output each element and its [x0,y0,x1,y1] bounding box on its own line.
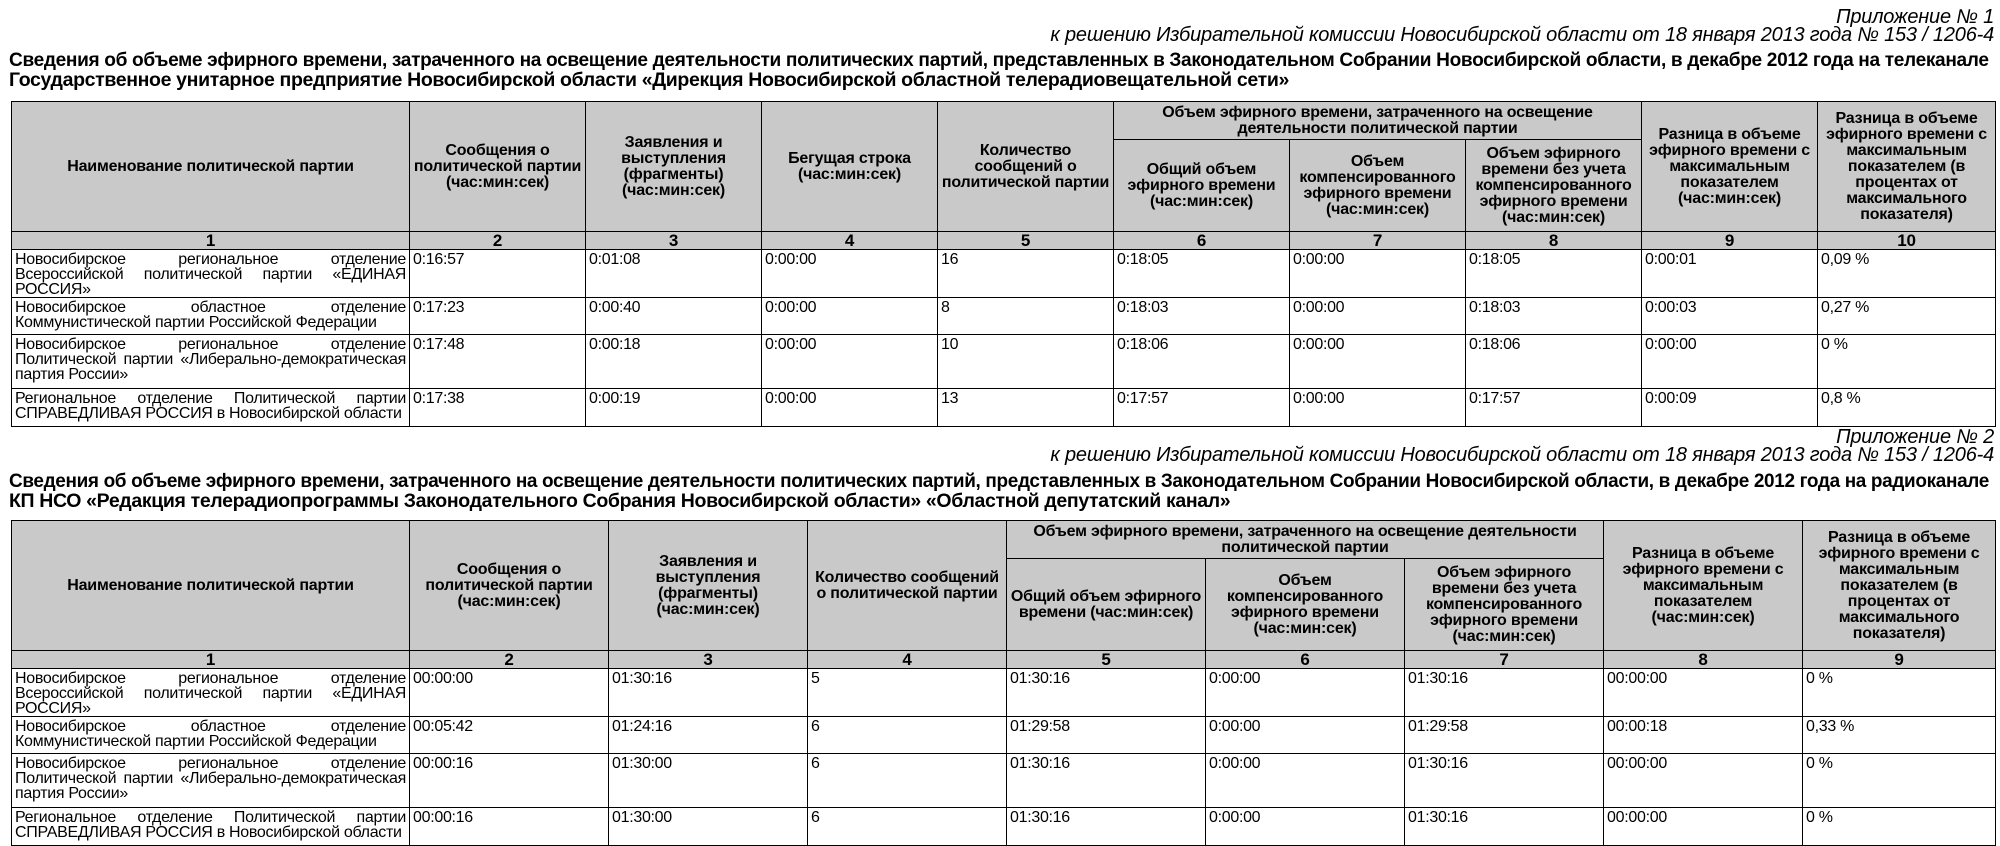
without-compensated-time: 01:30:16 [1405,754,1604,808]
table-row [12,754,1996,808]
header-compensated: Объем компенсированного эфирного времени (час:мин:сек) [1290,140,1466,232]
without-compensated-time: 01:30:16 [1405,669,1604,717]
appendix-decision-reference: к решению Избирательной комиссии Новосибирской области от 18 января 2013 года № 153 / 1206-4 [1050,24,1994,46]
total-time: 01:30:16 [1007,669,1206,717]
header-party: Наименование политической партии [12,102,410,232]
header-diff-percent: Разница в объеме эфирного времени с максимальным показателем (в процентах от максимального показателя) [1818,102,1996,232]
statements-time: 0:00:40 [586,298,762,335]
header-without-compensated: Объем эфирного времени без учета компенсированного эфирного времени (час:мин:сек) [1405,559,1604,651]
document-title-2 [9,471,1994,511]
column-number: 5 [1007,651,1206,669]
column-number: 4 [808,651,1007,669]
diff-percent: 0 % [1803,754,1996,808]
diff-percent: 0 % [1803,808,1996,846]
column-number: 2 [410,232,586,250]
messages-count: 10 [938,335,1114,389]
appendix-decision-reference: к решению Избирательной комиссии Новосибирской области от 18 января 2013 года № 153 / 1206-4 [1050,444,1994,466]
column-number: 7 [1405,651,1604,669]
total-time: 01:30:16 [1007,754,1206,808]
diff-time: 00:00:18 [1604,717,1803,754]
compensated-time: 0:00:00 [1290,335,1466,389]
diff-time: 0:00:00 [1642,335,1818,389]
messages-count: 13 [938,389,1114,427]
statements-time: 01:30:00 [609,808,808,846]
column-number: 10 [1818,232,1996,250]
messages-count: 6 [808,808,1007,846]
messages-time: 0:17:38 [410,389,586,427]
messages-count: 5 [808,669,1007,717]
column-number: 3 [609,651,808,669]
ticker-time: 0:00:00 [762,389,938,427]
statements-time: 01:24:16 [609,717,808,754]
without-compensated-time: 0:18:03 [1466,298,1642,335]
column-number: 5 [938,232,1114,250]
airtime-table-radio [11,520,1996,846]
diff-percent: 0,09 % [1818,250,1996,298]
total-time: 0:17:57 [1114,389,1290,427]
appendix-header-2 [1050,428,1994,464]
header-messages: Сообщения о политической партии (час:мин:сек) [410,521,609,651]
diff-percent: 0 % [1803,669,1996,717]
header-diff: Разница в объеме эфирного времени с максимальным показателем (час:мин:сек) [1604,521,1803,651]
column-number: 8 [1604,651,1803,669]
diff-time: 00:00:00 [1604,669,1803,717]
messages-time: 00:00:16 [410,808,609,846]
compensated-time: 0:00:00 [1206,754,1405,808]
statements-time: 0:01:08 [586,250,762,298]
total-time: 0:18:05 [1114,250,1290,298]
without-compensated-time: 0:18:06 [1466,335,1642,389]
messages-time: 0:16:57 [410,250,586,298]
without-compensated-time: 01:30:16 [1405,808,1604,846]
column-number: 4 [762,232,938,250]
diff-percent: 0,27 % [1818,298,1996,335]
party-name: Новосибирское областное отделение Коммунистической партии Российской Федерации [12,717,410,754]
statements-time: 01:30:16 [609,669,808,717]
header-compensated: Объем компенсированного эфирного времени (час:мин:сек) [1206,559,1405,651]
airtime-table-tv [11,101,1996,427]
total-time: 01:29:58 [1007,717,1206,754]
party-name: Новосибирское региональное отделение Политической партии «Либерально-демократическая партия России» [12,335,410,389]
party-name: Новосибирское региональное отделение Всероссийской политической партии «ЕДИНАЯ РОССИЯ» [12,250,410,298]
column-number: 7 [1290,232,1466,250]
header-without-compensated: Объем эфирного времени без учета компенсированного эфирного времени (час:мин:сек) [1466,140,1642,232]
table-row [12,389,1996,427]
ticker-time: 0:00:00 [762,335,938,389]
table-row [12,335,1996,389]
without-compensated-time: 01:29:58 [1405,717,1604,754]
messages-time: 00:00:00 [410,669,609,717]
column-number: 6 [1206,651,1405,669]
header-airtime-group: Объем эфирного времени, затраченного на освещение деятельности политической партии [1007,521,1604,559]
party-name: Новосибирское региональное отделение Политической партии «Либерально-демократическая партия России» [12,754,410,808]
messages-count: 8 [938,298,1114,335]
column-number: 9 [1642,232,1818,250]
header-total: Общий объем эфирного времени (час:мин:сек) [1007,559,1206,651]
column-number: 2 [410,651,609,669]
party-name: Новосибирское региональное отделение Всероссийской политической партии «ЕДИНАЯ РОССИЯ» [12,669,410,717]
title-line: Сведения об объеме эфирного времени, затраченного на освещение деятельности политических партий, представленных в Законодательном Собрании Новосибирской области, в декабре 2012 года на телеканале [9,49,1989,71]
table-row [12,250,1996,298]
party-name: Региональное отделение Политической партии СПРАВЕДЛИВАЯ РОССИЯ в Новосибирской области [12,808,410,846]
column-number: 1 [12,232,410,250]
column-number: 6 [1114,232,1290,250]
header-count: Количество сообщений о политической партии [938,102,1114,232]
diff-percent: 0,33 % [1803,717,1996,754]
compensated-time: 0:00:00 [1206,669,1405,717]
diff-percent: 0,8 % [1818,389,1996,427]
statements-time: 01:30:00 [609,754,808,808]
header-ticker: Бегущая строка (час:мин:сек) [762,102,938,232]
title-line: Государственное унитарное предприятие Новосибирской области «Дирекция Новосибирской областной телерадиовещательной сети» [9,69,1289,91]
messages-count: 6 [808,754,1007,808]
appendix-header-1 [1050,8,1994,44]
document-title-1 [9,50,1994,90]
column-number: 3 [586,232,762,250]
table-row [12,717,1996,754]
header-statements: Заявления и выступления (фрагменты) (час:мин:сек) [586,102,762,232]
party-name: Региональное отделение Политической партии СПРАВЕДЛИВАЯ РОССИЯ в Новосибирской области [12,389,410,427]
messages-time: 0:17:48 [410,335,586,389]
diff-time: 0:00:01 [1642,250,1818,298]
header-total: Общий объем эфирного времени (час:мин:сек) [1114,140,1290,232]
diff-time: 00:00:00 [1604,808,1803,846]
diff-time: 0:00:03 [1642,298,1818,335]
compensated-time: 0:00:00 [1206,717,1405,754]
without-compensated-time: 0:18:05 [1466,250,1642,298]
header-party: Наименование политической партии [12,521,410,651]
messages-time: 0:17:23 [410,298,586,335]
header-diff: Разница в объеме эфирного времени с максимальным показателем (час:мин:сек) [1642,102,1818,232]
total-time: 01:30:16 [1007,808,1206,846]
appendix-number: Приложение № 2 [1836,426,1994,448]
compensated-time: 0:00:00 [1290,250,1466,298]
diff-time: 0:00:09 [1642,389,1818,427]
title-line: Сведения об объеме эфирного времени, затраченного на освещение деятельности политических партий, представленных в Законодательном Собрании Новосибирской области, в декабре 2012 года на радиоканале [9,470,1989,492]
without-compensated-time: 0:17:57 [1466,389,1642,427]
appendix-number: Приложение № 1 [1836,6,1994,28]
statements-time: 0:00:19 [586,389,762,427]
table-row [12,298,1996,335]
ticker-time: 0:00:00 [762,298,938,335]
column-number: 8 [1466,232,1642,250]
party-name: Новосибирское областное отделение Коммунистической партии Российской Федерации [12,298,410,335]
title-line: КП НСО «Редакция телерадиопрограммы Законодательного Собрания Новосибирской области» «Областной депутатский канал» [9,490,1231,512]
messages-count: 16 [938,250,1114,298]
header-airtime-group: Объем эфирного времени, затраченного на освещение деятельности политической партии [1114,102,1642,140]
messages-count: 6 [808,717,1007,754]
header-messages: Сообщения о политической партии (час:мин:сек) [410,102,586,232]
table-row [12,808,1996,846]
messages-time: 00:05:42 [410,717,609,754]
header-diff-percent: Разница в объеме эфирного времени с максимальным показателем (в процентах от максимального показателя) [1803,521,1996,651]
total-time: 0:18:03 [1114,298,1290,335]
table-row [12,669,1996,717]
messages-time: 00:00:16 [410,754,609,808]
total-time: 0:18:06 [1114,335,1290,389]
compensated-time: 0:00:00 [1206,808,1405,846]
diff-time: 00:00:00 [1604,754,1803,808]
ticker-time: 0:00:00 [762,250,938,298]
statements-time: 0:00:18 [586,335,762,389]
diff-percent: 0 % [1818,335,1996,389]
header-count: Количество сообщений о политической партии [808,521,1007,651]
header-statements: Заявления и выступления (фрагменты) (час:мин:сек) [609,521,808,651]
column-number: 9 [1803,651,1996,669]
column-number: 1 [12,651,410,669]
compensated-time: 0:00:00 [1290,298,1466,335]
compensated-time: 0:00:00 [1290,389,1466,427]
